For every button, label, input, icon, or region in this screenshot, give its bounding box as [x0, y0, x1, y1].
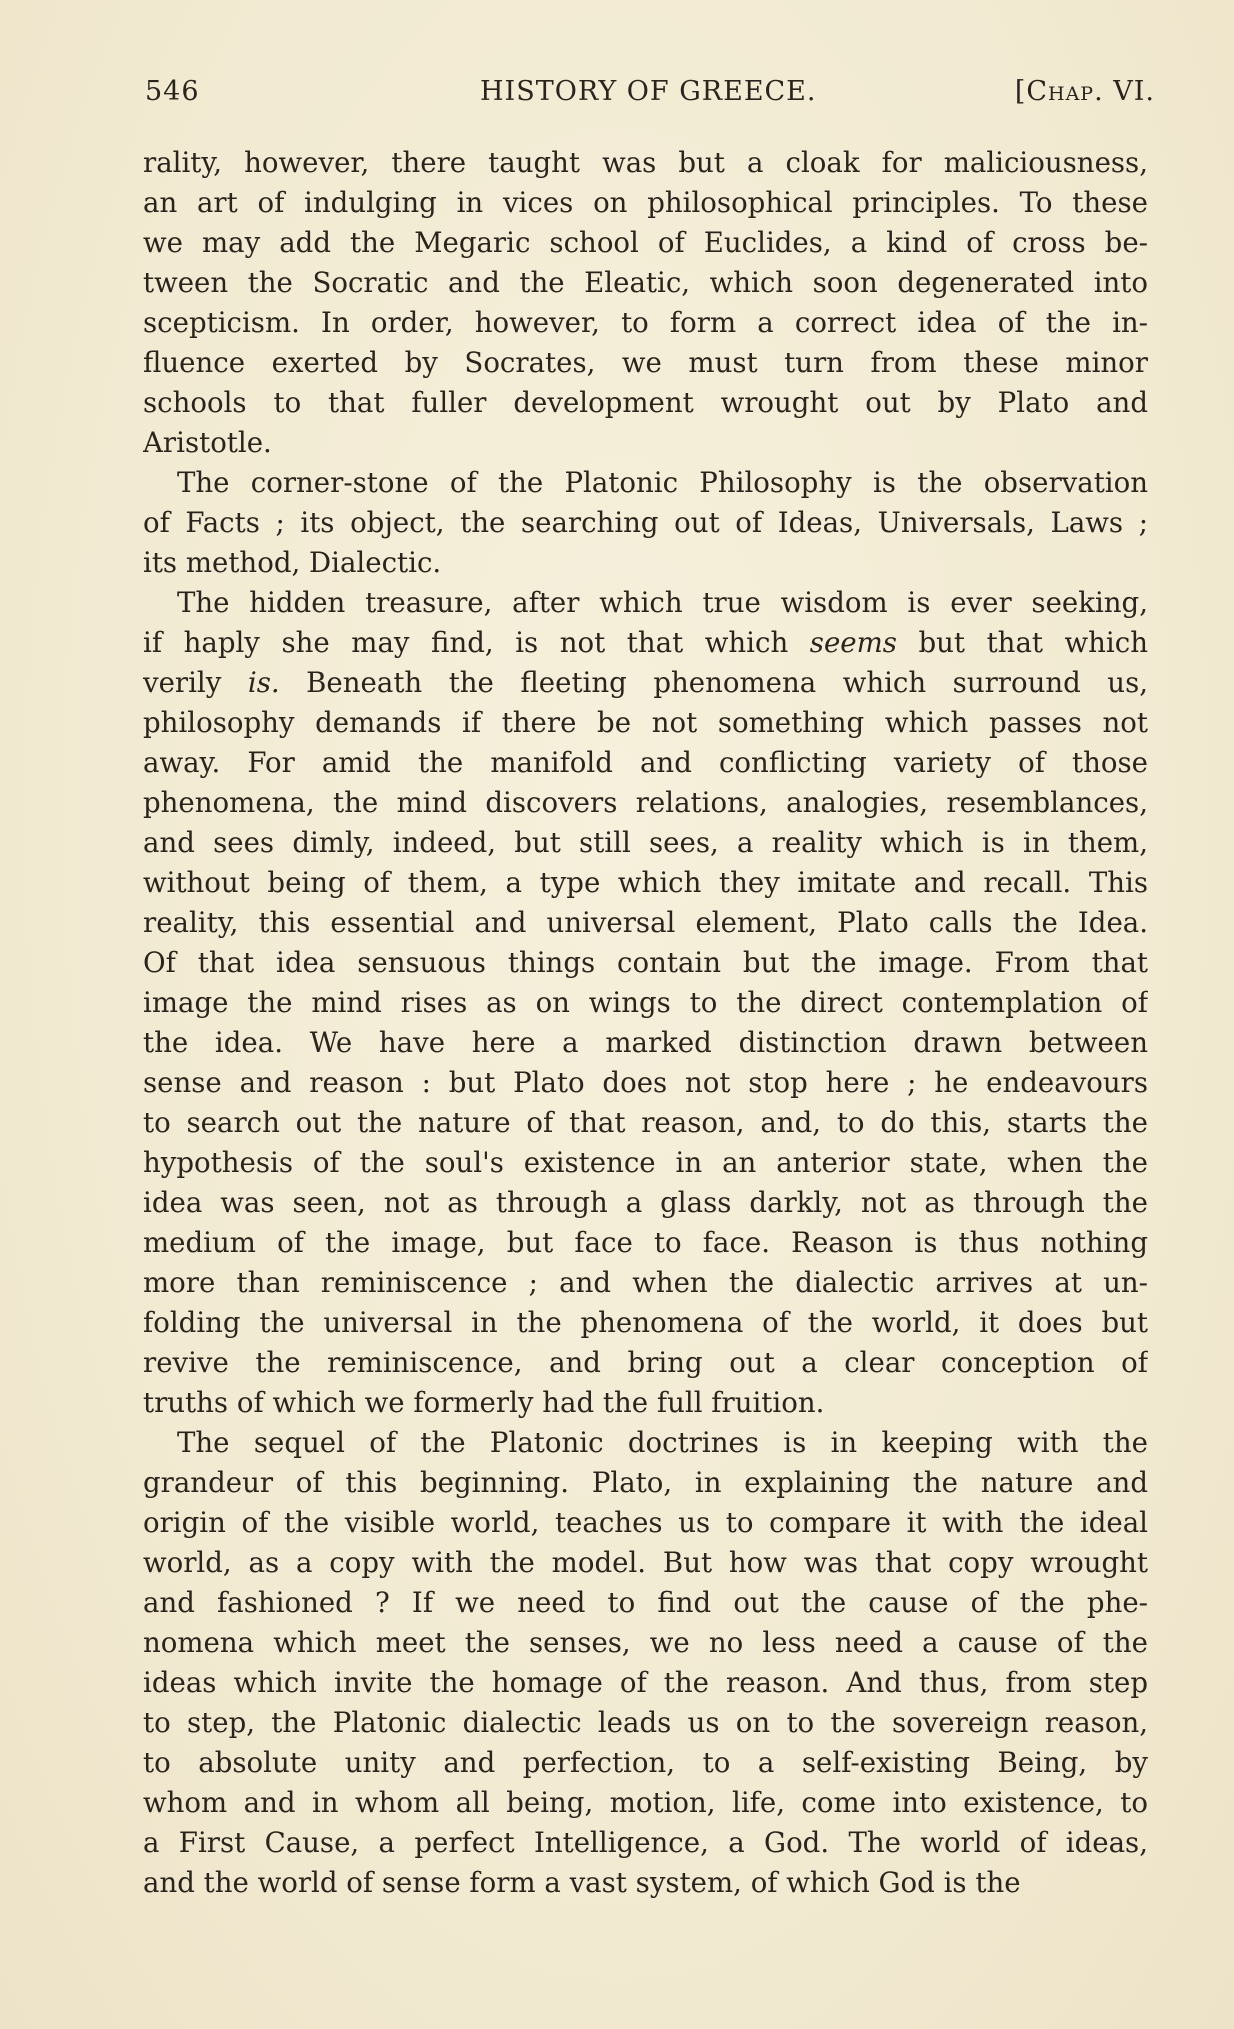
text-line: world, as a copy with the model. But how was that copy wrought	[143, 1546, 1148, 1579]
running-title: HISTORY OF GREECE.	[480, 76, 817, 107]
text-line: of Facts ; its object, the searching out of Ideas, Universals, Laws ;	[143, 506, 1148, 539]
text-line: hypothesis of the soul's existence in an anterior state, when the	[143, 1146, 1148, 1179]
text-line: Aristotle.	[143, 426, 272, 459]
text-line: rality, however, there taught was but a cloak for maliciousness,	[143, 146, 1148, 179]
text-line: idea was seen, not as through a glass darkly, not as through the	[143, 1186, 1148, 1219]
text-line: a First Cause, a perfect Intelligence, a God. The world of ideas,	[143, 1826, 1148, 1859]
text-run: verily	[143, 666, 248, 699]
text-line: origin of the visible world, teaches us to compare it with the ideal	[143, 1506, 1148, 1539]
text-line: without being of them, a type which they imitate and recall. This	[143, 866, 1148, 899]
text-run: if haply she may find, is not that which	[143, 626, 810, 659]
text-line	[143, 623, 1148, 663]
text-line: away. For amid the manifold and conflicting variety of those	[143, 746, 1148, 779]
running-head	[145, 76, 1155, 116]
text-line: to search out the nature of that reason, and, to do this, starts the	[143, 1106, 1148, 1139]
body-text	[143, 143, 1148, 1903]
text-line	[143, 663, 1148, 703]
text-line: whom and in whom all being, motion, life, come into existence, to	[143, 1786, 1148, 1819]
text-line: its method, Dialectic.	[143, 546, 442, 579]
italic-word: is.	[247, 666, 280, 699]
text-line: phenomena, the mind discovers relations, analogies, resemblances,	[143, 786, 1148, 819]
text-line: to step, the Platonic dialectic leads us on to the sovereign reason,	[143, 1706, 1148, 1739]
text-line: grandeur of this beginning. Plato, in explaining the nature and	[143, 1466, 1148, 1499]
text-line: tween the Socratic and the Eleatic, which soon degenerated into	[143, 266, 1148, 299]
paragraph	[143, 463, 1148, 583]
text-line: to absolute unity and perfection, to a self-existing Being, by	[143, 1746, 1148, 1779]
text-line: and the world of sense form a vast system, of which God is the	[143, 1866, 1021, 1899]
text-line: Of that idea sensuous things contain but the image. From that	[143, 946, 1148, 979]
text-line: scepticism. In order, however, to form a correct idea of the in-	[143, 306, 1148, 339]
text-line: truths of which we formerly had the full fruition.	[143, 1386, 825, 1419]
text-line: the idea. We have here a marked distinction drawn between	[143, 1026, 1148, 1059]
text-line: and sees dimly, indeed, but still sees, a reality which is in them,	[143, 826, 1148, 859]
text-line: philosophy demands if there be not something which passes not	[143, 706, 1148, 739]
text-line: The sequel of the Platonic doctrines is in keeping with the	[177, 1426, 1148, 1459]
text-line: revive the reminiscence, and bring out a clear conception of	[143, 1346, 1148, 1379]
text-line: nomena which meet the senses, we no less need a cause of the	[143, 1626, 1148, 1659]
text-run: but that which	[896, 626, 1148, 659]
page-number: 546	[145, 76, 200, 107]
text-line: sense and reason : but Plato does not stop here ; he endeavours	[143, 1066, 1148, 1099]
text-line: The hidden treasure, after which true wisdom is ever seeking,	[177, 586, 1148, 619]
text-line: schools to that fuller development wrought out by Plato and	[143, 386, 1148, 419]
text-line: an art of indulging in vices on philosophical principles. To these	[143, 186, 1148, 219]
text-line: fluence exerted by Socrates, we must turn from these minor	[143, 346, 1148, 379]
text-line: reality, this essential and universal element, Plato calls the Idea.	[143, 906, 1148, 939]
italic-word: seems	[809, 626, 897, 659]
text-line: and fashioned ? If we need to find out the cause of the phe-	[143, 1586, 1148, 1619]
paragraph	[143, 1423, 1148, 1903]
text-line: image the mind rises as on wings to the direct contemplation of	[143, 986, 1148, 1019]
text-line: more than reminiscence ; and when the dialectic arrives at un-	[143, 1266, 1148, 1299]
paragraph	[143, 143, 1148, 463]
paragraph	[143, 583, 1148, 1423]
text-line: we may add the Megaric school of Euclides, a kind of cross be-	[143, 226, 1148, 259]
text-line: The corner-stone of the Platonic Philosophy is the observation	[177, 466, 1148, 499]
text-line: ideas which invite the homage of the reason. And thus, from step	[143, 1666, 1148, 1699]
text-run: Beneath the fleeting phenomena which surround us,	[279, 666, 1148, 699]
text-line: medium of the image, but face to face. Reason is thus nothing	[143, 1226, 1148, 1259]
text-line: folding the universal in the phenomena of the world, it does but	[143, 1306, 1148, 1339]
chapter-label: [Chap. VI.	[1014, 76, 1155, 107]
